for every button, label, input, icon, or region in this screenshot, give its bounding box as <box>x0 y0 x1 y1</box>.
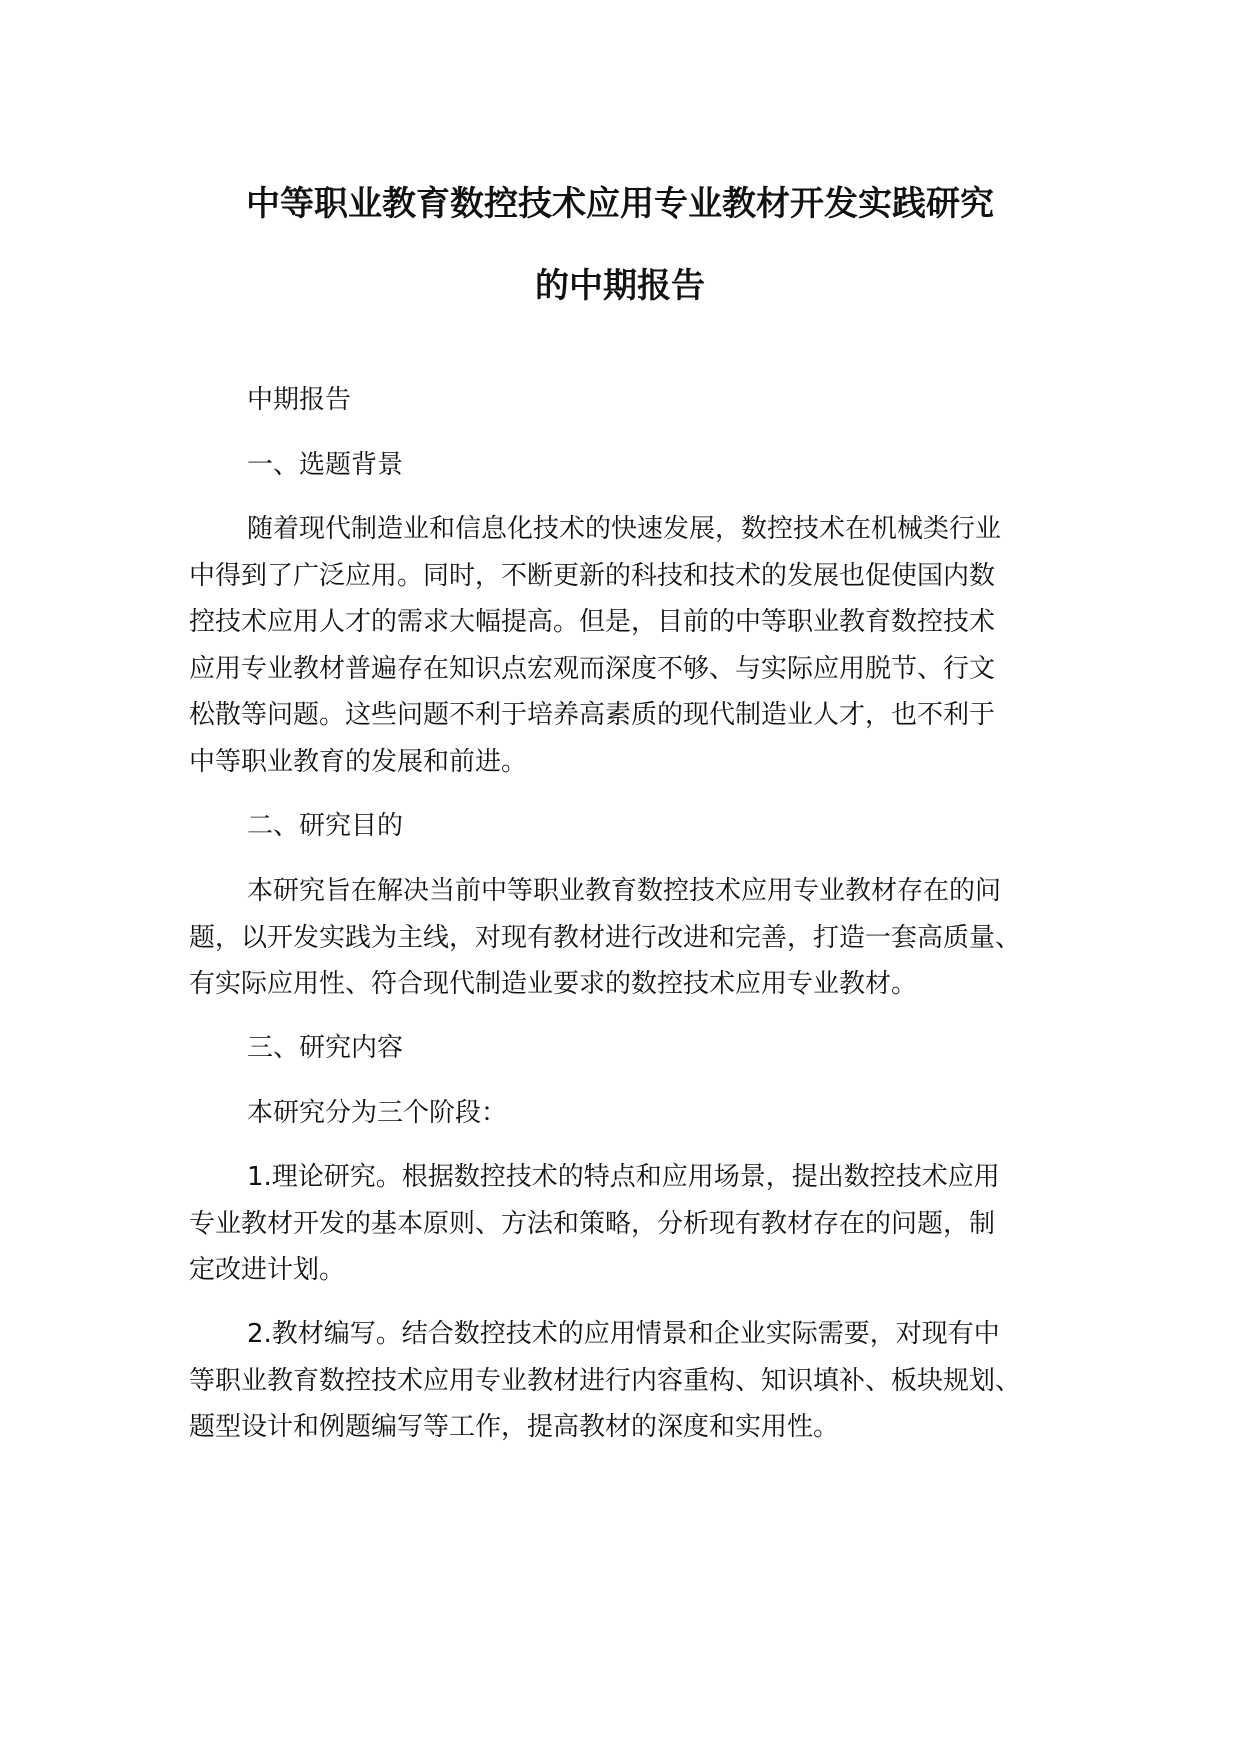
paragraph-line: 应用专业教材普遍存在知识点宏观而深度不够、与实际应用脱节、行文 <box>189 654 996 684</box>
paragraph-line: 题，以开发实践为主线，对现有教材进行改进和完善，打造一套高质量、 <box>189 923 1022 953</box>
paragraph-line: 随着现代制造业和信息化技术的快速发展，数控技术在机械类行业 <box>247 514 1002 544</box>
document-title-line-2: 的中期报告 <box>535 266 705 306</box>
paragraph-line: 有实际应用性、符合现代制造业要求的数控技术应用专业教材。 <box>189 969 918 999</box>
paragraph-line: 中等职业教育的发展和前进。 <box>189 747 528 777</box>
report-label: 中期报告 <box>247 385 352 415</box>
section-heading-content: 三、研究内容 <box>247 1033 404 1063</box>
paragraph-line: 中得到了广泛应用。同时，不断更新的科技和技术的发展也促使国内数 <box>189 561 996 591</box>
paragraph-line: 本研究旨在解决当前中等职业教育数控技术应用专业教材存在的问 <box>247 876 1002 906</box>
paragraph-line: 本研究分为三个阶段： <box>247 1098 508 1128</box>
document-title-line-1: 中等职业教育数控技术应用专业教材开发实践研究 <box>246 184 994 224</box>
paragraph-line: 控技术应用人才的需求大幅提高。但是，目前的中等职业教育数控技术 <box>189 607 996 637</box>
paragraph-line: 松散等问题。这些问题不利于培养高素质的现代制造业人才，也不利于 <box>189 700 996 730</box>
list-item-line: 1.理论研究。根据数控技术的特点和应用场景，提出数控技术应用 <box>247 1162 1000 1192</box>
list-item-line: 等职业教育数控技术应用专业教材进行内容重构、知识填补、板块规划、 <box>189 1366 1022 1396</box>
list-item-line: 专业教材开发的基本原则、方法和策略，分析现有教材存在的问题，制 <box>189 1209 996 1239</box>
section-heading-background: 一、选题背景 <box>247 450 404 480</box>
list-item-line: 定改进计划。 <box>189 1255 346 1285</box>
section-heading-purpose: 二、研究目的 <box>247 811 404 841</box>
list-item-line: 2.教材编写。结合数控技术的应用情景和企业实际需要，对现有中 <box>247 1319 1000 1349</box>
list-item-line: 题型设计和例题编写等工作，提高教材的深度和实用性。 <box>189 1412 840 1442</box>
